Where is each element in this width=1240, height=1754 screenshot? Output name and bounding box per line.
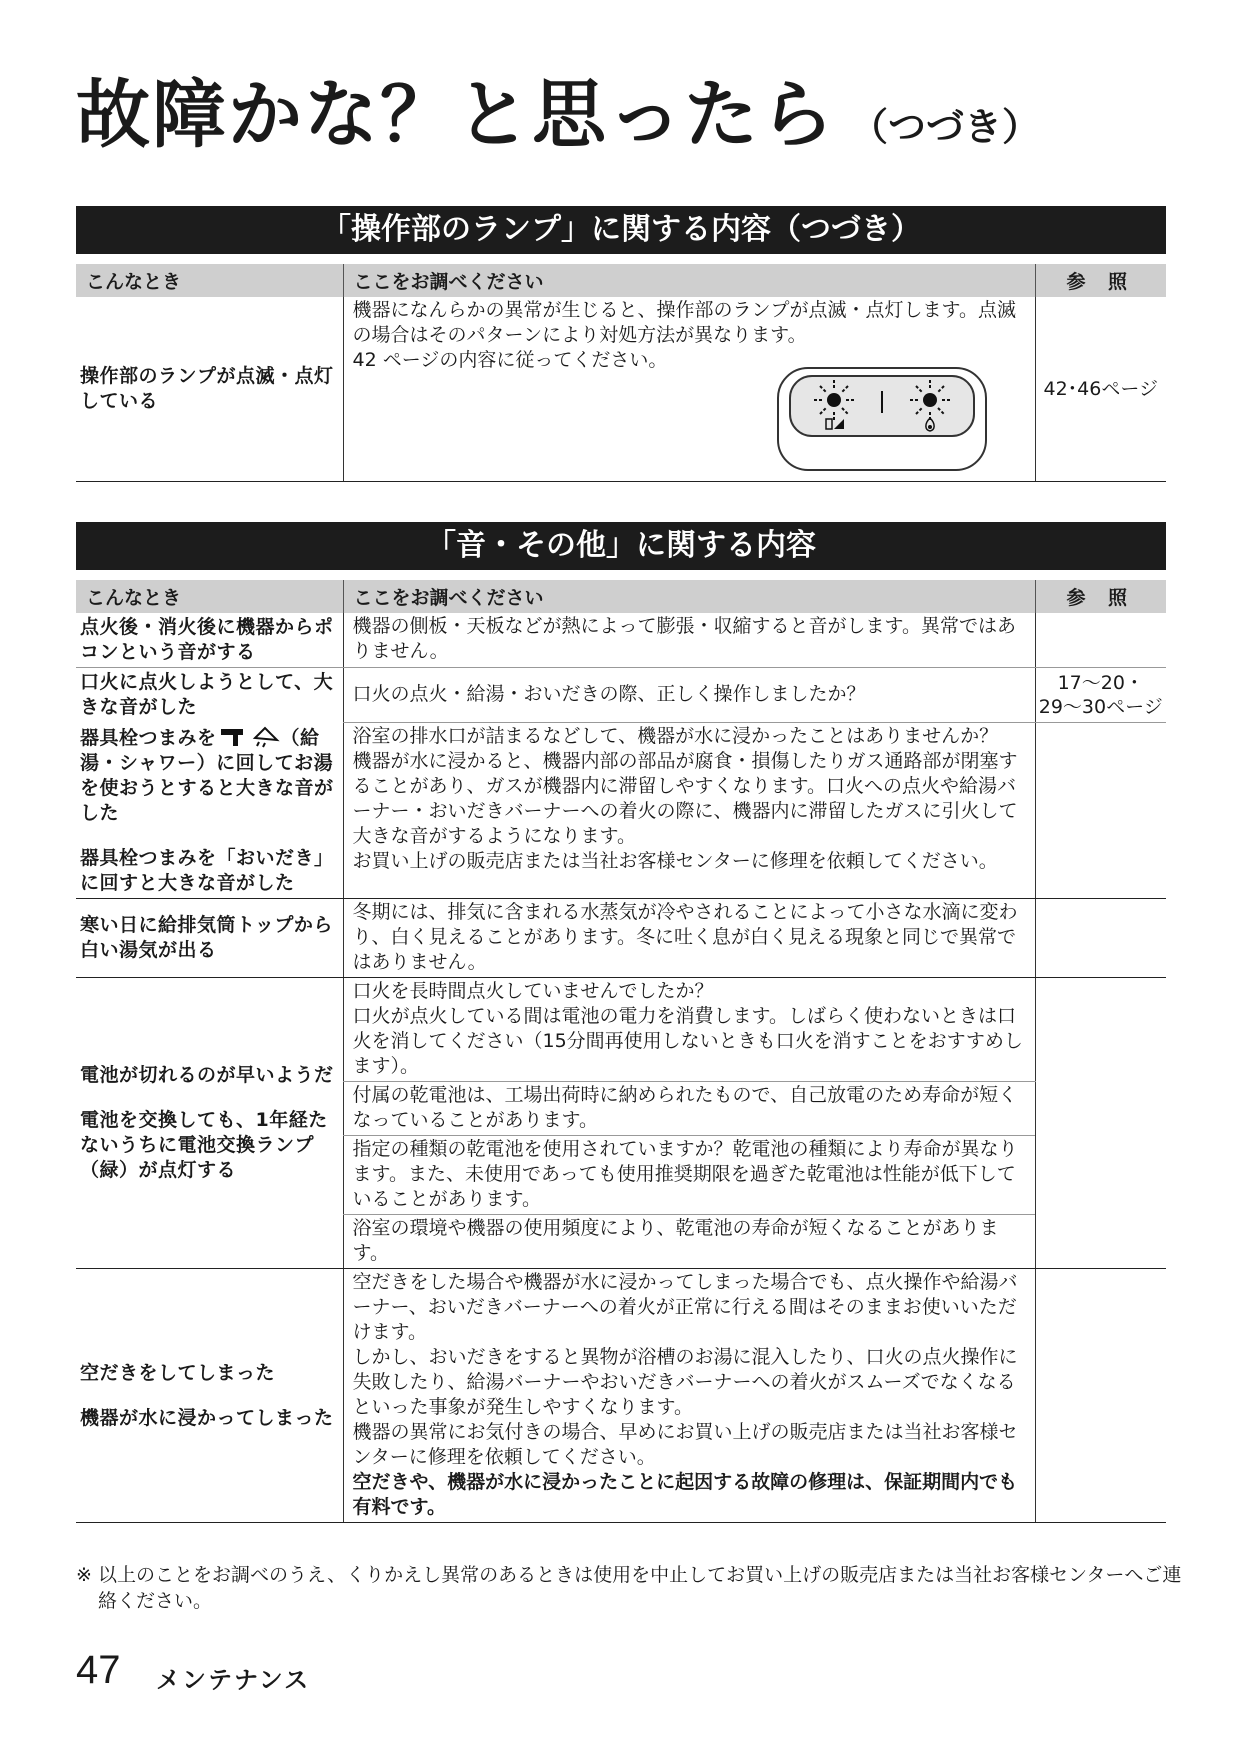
table-row (76, 613, 1166, 668)
section-name: メンテナンス (156, 1666, 311, 1694)
table-row (76, 668, 1166, 723)
check-cell (343, 1269, 1035, 1523)
condition-cell: 器具栓つまみを （給湯・シャワー）に回してお湯を使おうとすると大きな音がした 器具栓つまみを「おいだき」に回すと大きな音がした (76, 722, 343, 899)
check-cell: 機器の側板・天板などが熱によって膨張・収縮すると音がします。異常ではありません。 (343, 613, 1035, 668)
check-cell: 浴室の環境や機器の使用頻度により、乾電池の寿命が短くなることがあります。 (343, 1215, 1035, 1269)
check-cell: 口火の点火・給湯・おいだきの際、正しく操作しましたか？ (343, 668, 1035, 723)
lamp-blinking-icon (910, 380, 950, 420)
condition-cell: 寒い日に給排気筒トップから白い湯気が出る (76, 899, 343, 978)
page-title-suffix: （つづき） (850, 105, 1041, 149)
page-number: 47 (76, 1648, 121, 1692)
table-row (76, 1269, 1166, 1523)
table-row (76, 297, 1166, 482)
condition-text-2: 電池を交換しても、1年経たないうちに電池交換ランプ（緑）が点灯する (80, 1109, 328, 1181)
condition-text-1: 電池が切れるのが早いようだ (80, 1064, 334, 1086)
condition-text-1: 空だきをしてしまった (80, 1361, 276, 1384)
check-cell: 付属の乾電池は、工場出荷時に納められたもので、自己放電のため寿命が短くなっていることがあります。 (343, 1082, 1035, 1136)
check-cell: 指定の種類の乾電池を使用されていますか？乾電池の種類により寿命が異なります。また、未使用であっても使用推奨期限を過ぎた乾電池は性能が低下していることがあります。 (343, 1136, 1035, 1215)
lamp-blinking-icon (814, 380, 854, 420)
sound-other-table (76, 580, 1166, 1523)
check-cell: 機器になんらかの異常が生じると、操作部のランプが点滅・点灯します。点滅の場合はそのパターンにより対処方法が異なります。 42 ページの内容に従ってください。 (343, 297, 1035, 482)
table-row (76, 899, 1166, 978)
column-header-reference: 参 照 (1035, 580, 1166, 613)
table-row (76, 978, 1166, 1082)
table-row (76, 722, 1166, 899)
condition-cell: 口火に点火しようとして、大きな音がした (80, 671, 334, 718)
reference-cell: 42･46ページ (1035, 297, 1166, 482)
shower-icon (251, 724, 281, 748)
reference-cell (1035, 978, 1166, 1269)
control-panel-illustration (776, 366, 988, 476)
reference-cell (1035, 722, 1166, 899)
column-header-condition: こんなとき (76, 580, 343, 613)
condition-cell (76, 1269, 343, 1523)
condition-cell (76, 978, 343, 1269)
reference-cell (1035, 1269, 1166, 1523)
condition-text-2: 器具栓つまみを「おいだき」に回すと大きな音がした (80, 847, 334, 894)
column-header-check: ここをお調べください (343, 580, 1035, 613)
check-cell: 口火を長時間点火していませんでしたか？ 口火が点火している間は電池の電力を消費します。しばらく使わないときは口火を消してください（15分間再使用しないときも口火を消すことをおすすめします）。 (343, 978, 1035, 1082)
condition-cell: 操作部のランプが点滅・点灯している (76, 297, 343, 482)
condition-text-2: 機器が水に浸かってしまった (80, 1406, 334, 1429)
check-warning: 空だきや、機器が水に浸かったことに起因する故障の修理は、保証期間内でも有料です。 (352, 1471, 1018, 1518)
reference-cell: 17～20・ 29～30ページ (1035, 668, 1166, 723)
reference-cell (1035, 899, 1166, 978)
check-text: 空だきをした場合や機器が水に浸かってしまった場合でも、点火操作や給湯バーナー、おいだきバーナーへの着火が正常に行える間はそのままお使いいただけます。 しかし、おいだきをすると異物が浴槽のお湯に混入したり、口火の点火操作に失敗したり、給湯バーナーやおいだきバーナーへの着火がスムーズでなくなるといった事象が発生しやすくなります。 機器の異常にお気付きの場合、早めにお買い上げの販売店または当社お客様センターに修理を依頼してください。 (352, 1271, 1018, 1468)
column-header-condition: こんなとき (76, 264, 343, 297)
table-header-row (76, 580, 1166, 613)
column-header-reference: 参 照 (1035, 264, 1166, 297)
footnote: ※ 以上のことをお調べのうえ、くりかえし異常のあるときは使用を中止してお買い上げの販売店または当社お客様センターへご連絡ください。 (76, 1564, 1182, 1612)
reference-cell (1035, 613, 1166, 668)
lamp-table (76, 264, 1166, 482)
section-header-sound: 「音・その他」に関する内容 (76, 522, 1166, 570)
column-header-check: ここをお調べください (343, 264, 1035, 297)
check-cell: 浴室の排水口が詰まるなどして、機器が水に浸かったことはありませんか？ 機器が水に浸かると、機器内部の部品が腐食・損傷したりガス通路部が閉塞することがあり、ガスが機器内に滞留しやすくなります。口火への点火や給湯バーナー・おいだきバーナーへの着火の際に、機器内に滞留したガスに引火して大きな音がするようになります。 お買い上げの販売店または当社お客様センターに修理を依頼してください。 (343, 722, 1035, 899)
section-header-lamp: 「操作部のランプ」に関する内容（つづき） (76, 206, 1166, 254)
condition-cell: 点火後・消火後に機器からポコンという音がする (76, 613, 343, 668)
check-cell: 冬期には、排気に含まれる水蒸気が冷やされることによって小さな水滴に変わり、白く見えることがあります。冬に吐く息が白く見える現象と同じで異常ではありません。 (343, 899, 1035, 978)
table-header-row (76, 264, 1166, 297)
page-title: 故障かな？と思ったら （つづき） (76, 72, 1041, 158)
